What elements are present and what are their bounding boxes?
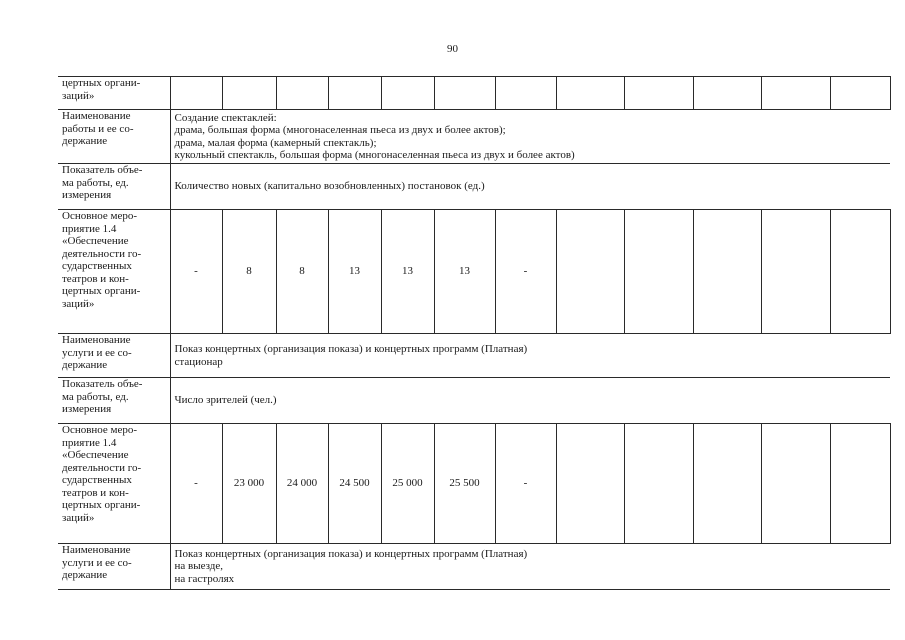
value-cell: -: [495, 424, 556, 544]
row-content-line: кукольный спектакль, большая форма (многонаселенная пьеса из двух и более актов): [174, 149, 575, 161]
row-label-line: заций»: [62, 297, 95, 310]
row-label-line: держание: [62, 569, 108, 581]
value-cell: [830, 77, 890, 110]
row-label-line: «Обеспечение: [62, 449, 129, 461]
value-cell: [624, 424, 693, 544]
value-cell: [624, 210, 693, 334]
row-content-line: Число зрителей (чел.): [174, 394, 277, 407]
row-label: [58, 544, 170, 590]
row-label-line: цертных органи-: [62, 499, 141, 511]
value-cell: -: [170, 210, 222, 334]
value-cell: [761, 210, 830, 334]
value-cell: [556, 424, 624, 544]
row-label-line: Показатель объе-: [62, 164, 143, 176]
row-content: [170, 334, 890, 378]
row-content: [170, 378, 890, 424]
table-row: [58, 77, 890, 110]
value-cell: [222, 77, 276, 110]
value-cell: [693, 424, 761, 544]
row-content-line: Количество новых (капитально возобновленных) постановок (ед.): [174, 180, 485, 193]
row-content-line: Показ концертных (организация показа) и концертных программ (Платная): [174, 343, 528, 355]
row-content-line: драма, малая форма (камерный спектакль);: [174, 136, 377, 149]
row-label-line: Наименование: [62, 544, 131, 556]
row-label-line: ма работы, ед.: [62, 176, 129, 189]
row-label: [58, 210, 170, 334]
value-cell: 13: [434, 210, 495, 334]
value-cell: [495, 77, 556, 110]
row-label-line: сударственных: [62, 474, 132, 486]
row-label: [58, 164, 170, 210]
row-content-line: стационар: [174, 355, 223, 368]
value-cell: 23 000: [222, 424, 276, 544]
row-content: [170, 164, 890, 210]
row-label: [58, 110, 170, 164]
row-label: [58, 424, 170, 544]
row-label-line: Наименование: [62, 110, 131, 122]
row-label-line: заций»: [62, 511, 95, 524]
value-cell: -: [170, 424, 222, 544]
value-cell: [434, 77, 495, 110]
row-label-line: Основное меро-: [62, 210, 138, 222]
value-cell: [693, 77, 761, 110]
value-cell: [328, 77, 381, 110]
value-cell: 13: [328, 210, 381, 334]
value-cell: 25 000: [381, 424, 434, 544]
value-cell: 25 500: [434, 424, 495, 544]
row-label-line: Показатель объе-: [62, 378, 143, 390]
row-label-line: держание: [62, 359, 108, 371]
value-cell: [830, 424, 890, 544]
table-row: [58, 424, 890, 544]
value-cell: 8: [276, 210, 328, 334]
value-cell: 24 000: [276, 424, 328, 544]
value-cell: [761, 77, 830, 110]
value-cell: 24 500: [328, 424, 381, 544]
page-number: 90: [447, 43, 458, 55]
row-label-line: цертных органи-: [62, 285, 141, 297]
value-cell: [624, 77, 693, 110]
row-label-line: театров и кон-: [62, 486, 129, 499]
row-label-line: «Обеспечение: [62, 235, 129, 247]
row-label-line: услуги и ее со-: [62, 556, 132, 569]
row-label-line: Основное меро-: [62, 424, 138, 436]
row-content-line: драма, большая форма (многонаселенная пьеса из двух и более актов);: [174, 124, 506, 136]
row-label-line: заций»: [62, 89, 95, 102]
row-content-line: Создание спектаклей:: [174, 111, 277, 124]
row-label-line: театров и кон-: [62, 272, 129, 285]
table-row: [58, 164, 890, 210]
row-label-line: цертных органи-: [62, 77, 141, 89]
row-content-line: на выезде,: [174, 560, 223, 573]
row-label-line: услуги и ее со-: [62, 346, 132, 359]
table-row: [58, 378, 890, 424]
row-label: [58, 378, 170, 424]
value-cell: [276, 77, 328, 110]
row-label-line: работы и ее со-: [62, 122, 134, 135]
value-cell: [556, 210, 624, 334]
table-row: [58, 544, 890, 590]
row-label: [58, 77, 170, 110]
value-cell: [830, 210, 890, 334]
value-cell: -: [495, 210, 556, 334]
row-label: [58, 334, 170, 378]
row-label-line: сударственных: [62, 260, 132, 272]
value-cell: [170, 77, 222, 110]
value-cell: 8: [222, 210, 276, 334]
value-cell: [381, 77, 434, 110]
table-row: [58, 334, 890, 378]
row-content: [170, 110, 890, 164]
table-row: [58, 110, 890, 164]
value-cell: [761, 424, 830, 544]
table-row: [58, 210, 890, 334]
row-label-line: Наименование: [62, 334, 131, 346]
value-cell: [693, 210, 761, 334]
row-label-line: измерения: [62, 403, 112, 415]
value-cell: 13: [381, 210, 434, 334]
row-label-line: деятельности го-: [62, 247, 142, 260]
value-cell: [556, 77, 624, 110]
row-label-line: держание: [62, 135, 108, 147]
row-content-line: Показ концертных (организация показа) и концертных программ (Платная): [174, 547, 528, 560]
row-label-line: приятие 1.4: [62, 222, 117, 235]
indicators-table: [58, 76, 890, 590]
row-label-line: деятельности го-: [62, 461, 142, 474]
row-content: [170, 544, 890, 590]
row-label-line: приятие 1.4: [62, 436, 117, 449]
row-label-line: измерения: [62, 189, 112, 201]
row-content-line: на гастролях: [174, 572, 235, 585]
row-label-line: ма работы, ед.: [62, 390, 129, 403]
